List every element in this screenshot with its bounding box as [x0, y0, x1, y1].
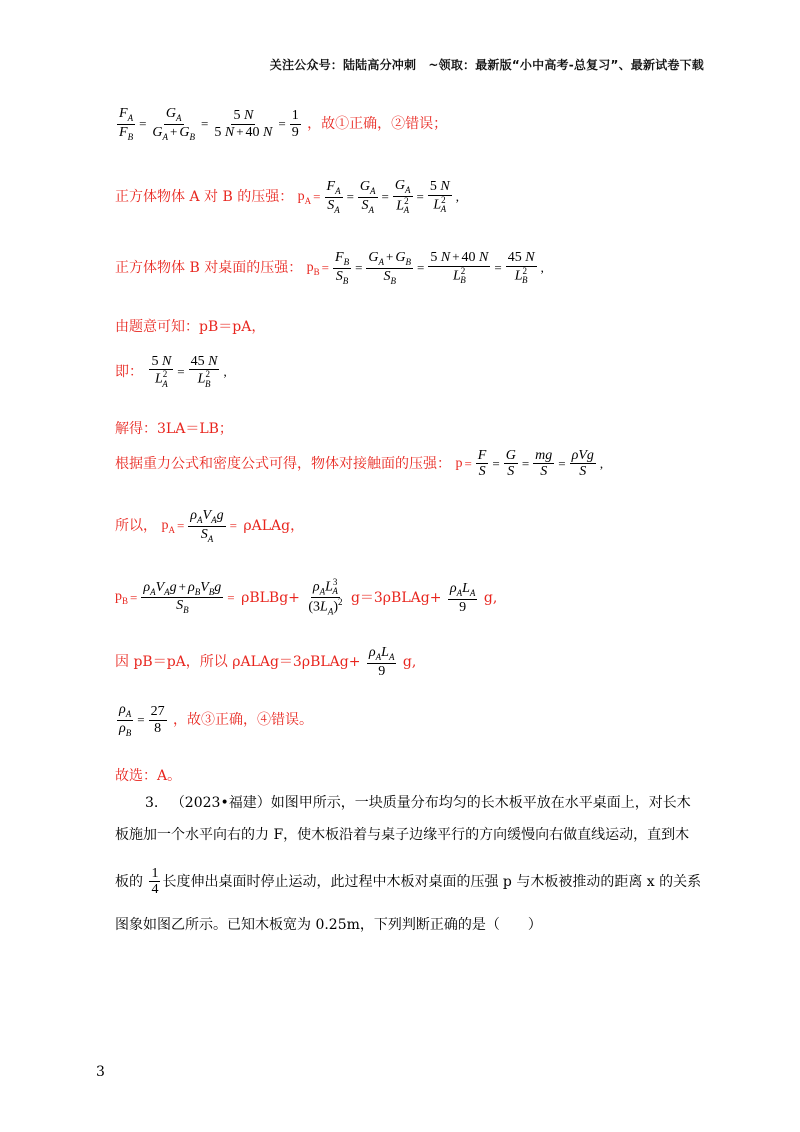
question-line-2: 板施加一个水平向右的力 F，使木板沿着与桌子边缘平行的方向缓慢向右做直线运动，直到木 — [115, 827, 690, 843]
pB-cube-frac: $\frac{\rho_AL^3_A}{(3L_A)^2}$ — [308, 577, 343, 617]
conclusion-2: ，故③正确，④错误。 — [173, 712, 314, 729]
question-number: 3. — [145, 795, 159, 811]
density-ratio-line — [115, 702, 313, 738]
quarter-fraction: $\frac{1}{4}$ — [151, 866, 159, 898]
page-number: 3 — [96, 1064, 105, 1080]
pB-expansion-line: $p_B$ = $\frac{\rho_AV_Ag + \rho_BV_Bg}{S_B}$ = ρBLBg+ $\frac{\rho_AL^3_A}{(3L_A)^2}$ g＝3ρBLAg+ $\frac{\rho_AL_A}{9}$ g, — [115, 577, 498, 617]
question-text-3-post: 长度伸出桌面时停止运动，此过程中木板对桌面的压强 p 与木板被推动的距离 x 的关系 — [162, 873, 702, 890]
ji-formula: $\frac{5 N}{L^2_A}$ = $\frac{45 N}{L^2_B}$ , — [151, 354, 227, 389]
page-header: 关注公众号：陆陆高分冲刺 ~领取：最新版“小中高考-总复习”、最新试卷下载 — [269, 58, 704, 72]
pA-label: 正方体物体 A 对 B 的压强： — [115, 189, 294, 206]
density-ratio-formula: $\frac{\rho_A}{\rho_B}$ = $\frac{27}{8}$ — [119, 702, 165, 738]
jiede-line: 解得：3LA＝LB； — [115, 421, 233, 437]
suoyi-line — [115, 508, 304, 544]
pB-line — [115, 250, 546, 286]
question-source: （2023•福建） — [170, 795, 271, 811]
yin-line: 因 pB＝pA，所以 ρALAg＝3ρBLAg+ $\frac{\rho_AL_A}{9}$ g, — [115, 645, 417, 679]
ratio-formula: $\frac{F_A}{F_B}$ = $\frac{G_A}{G_A + G_B}$ = $\frac{5 N}{5 N + 40 N}$ = $\frac{1}{9}$ — [119, 106, 299, 142]
pB-rhs1: ρBLBg+ — [241, 589, 300, 606]
question-line-3 — [115, 866, 715, 898]
conclusion-1: ，故①正确，②错误； — [307, 116, 448, 133]
pB-label: 正方体物体 B 对桌面的压强： — [115, 260, 303, 277]
pB-expansion-formula: $p_B$ = $\frac{\rho_AV_Ag + \rho_BV_Bg}{S_B}$ = — [115, 578, 235, 616]
suoyi-label: 所以， — [115, 518, 157, 535]
yin-frac: $\frac{\rho_AL_A}{9}$ — [368, 645, 395, 679]
pB-formula: $p_B$ = $\frac{F_B}{S_B}$ = $\frac{G_A + G_B}{S_B}$ = $\frac{5 N + 40 N}{L^2_B}$ = $\frac{45 N}{L^2_B}$ , — [306, 249, 544, 286]
question-text-3-pre: 板的 — [115, 873, 143, 890]
general-formula: p = $\frac{F}{S}$ = $\frac{G}{S}$ = $\frac{mg}{S}$ = $\frac{\text{ρVg}}{S}$ , — [455, 448, 604, 480]
question-line-1 — [145, 796, 715, 810]
answer-line: 故选：A。 — [115, 768, 182, 784]
general-pressure-line — [115, 448, 605, 480]
rhoLg-text: ρALAg， — [243, 518, 305, 535]
question-line-4: 图象如图乙所示。已知木板宽为 0.25m，下列判断正确的是（ ） — [115, 917, 542, 933]
pA-formula: $p_A$ = $\frac{F_A}{S_A}$ = $\frac{G_A}{S_A}$ = $\frac{G_A}{L^2_A}$ = $\frac{5 N}{L^2_A}$ , — [297, 178, 459, 216]
question-text-1: 如图甲所示，一块质量分布均匀的长木板平放在水平桌面上，对长木 — [270, 795, 691, 811]
equal-pressure-line: 由题意可知：pB＝pA， — [115, 319, 266, 335]
general-label: 根据重力公式和密度公式可得，物体对接触面的压强： — [115, 455, 451, 472]
ratio-equation-line — [115, 106, 447, 142]
yin-text: 因 pB＝pA，所以 ρALAg＝3ρBLAg+ — [115, 654, 361, 671]
ji-line — [115, 354, 229, 390]
pB-rhs2: g＝3ρBLAg+ — [350, 589, 442, 606]
pA-line — [115, 178, 461, 216]
suoyi-formula: $p_A$ = $\frac{\rho_AV_Ag}{S_A}$ = — [161, 508, 237, 544]
pB-last-frac: $\frac{\rho_AL_A}{9}$ — [449, 580, 476, 615]
ji-label: 即： — [115, 363, 143, 380]
